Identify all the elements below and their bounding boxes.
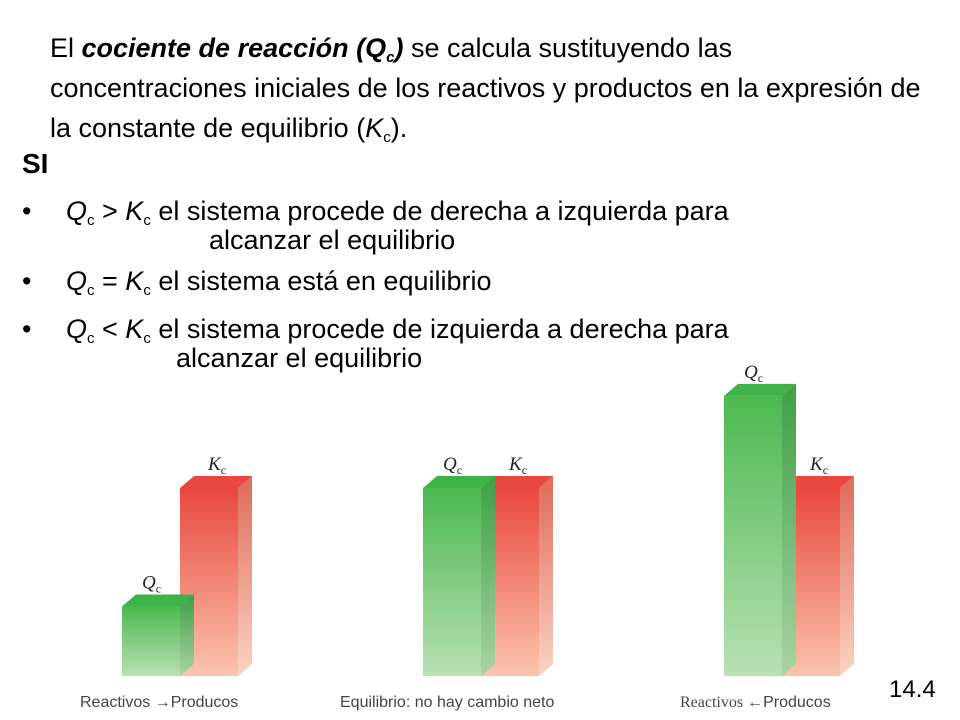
label-k-1: $K_c$ <box>208 454 227 477</box>
bar-q-1 <box>122 594 194 676</box>
label-k-2: $K_c$ <box>509 454 528 477</box>
si-label: SI <box>22 148 49 179</box>
bar-q-2 <box>423 476 495 676</box>
label-q-1: $Q_c$ <box>142 572 162 596</box>
bar-q-3 <box>724 384 796 676</box>
caption-middle: Equilibrio: no hay cambio neto <box>340 694 555 711</box>
bullet-continuation: alcanzar el equilibrio <box>209 225 456 255</box>
label-q-3: $Q_c$ <box>744 361 764 385</box>
intro-paragraph: El cociente de reacción $(Q_c)$ se calcula sustituyendo las concentraciones iniciales de los reactivos y productos en la expresión de la constante de equilibrio $(K_c)$. <box>50 33 921 146</box>
arrow-left-icon: ← <box>747 694 764 711</box>
bullet-symbol: • <box>22 266 32 296</box>
term-reaction-quotient: cociente de reacción $(Q_c)$ <box>81 33 404 66</box>
bullet-symbol: • <box>22 314 32 344</box>
label-q-2: $Q_c$ <box>443 454 463 477</box>
caption-right: Reactivos ←Producos <box>680 694 831 711</box>
caption-left: Reactivos →Producos <box>80 694 239 711</box>
bullet-symbol: • <box>22 196 32 226</box>
page-number: 14.4 <box>889 676 936 703</box>
arrow-right-icon: → <box>154 694 171 711</box>
bullet-continuation: alcanzar el equilibrio <box>176 343 423 373</box>
label-k-3: $K_c$ <box>810 454 829 477</box>
